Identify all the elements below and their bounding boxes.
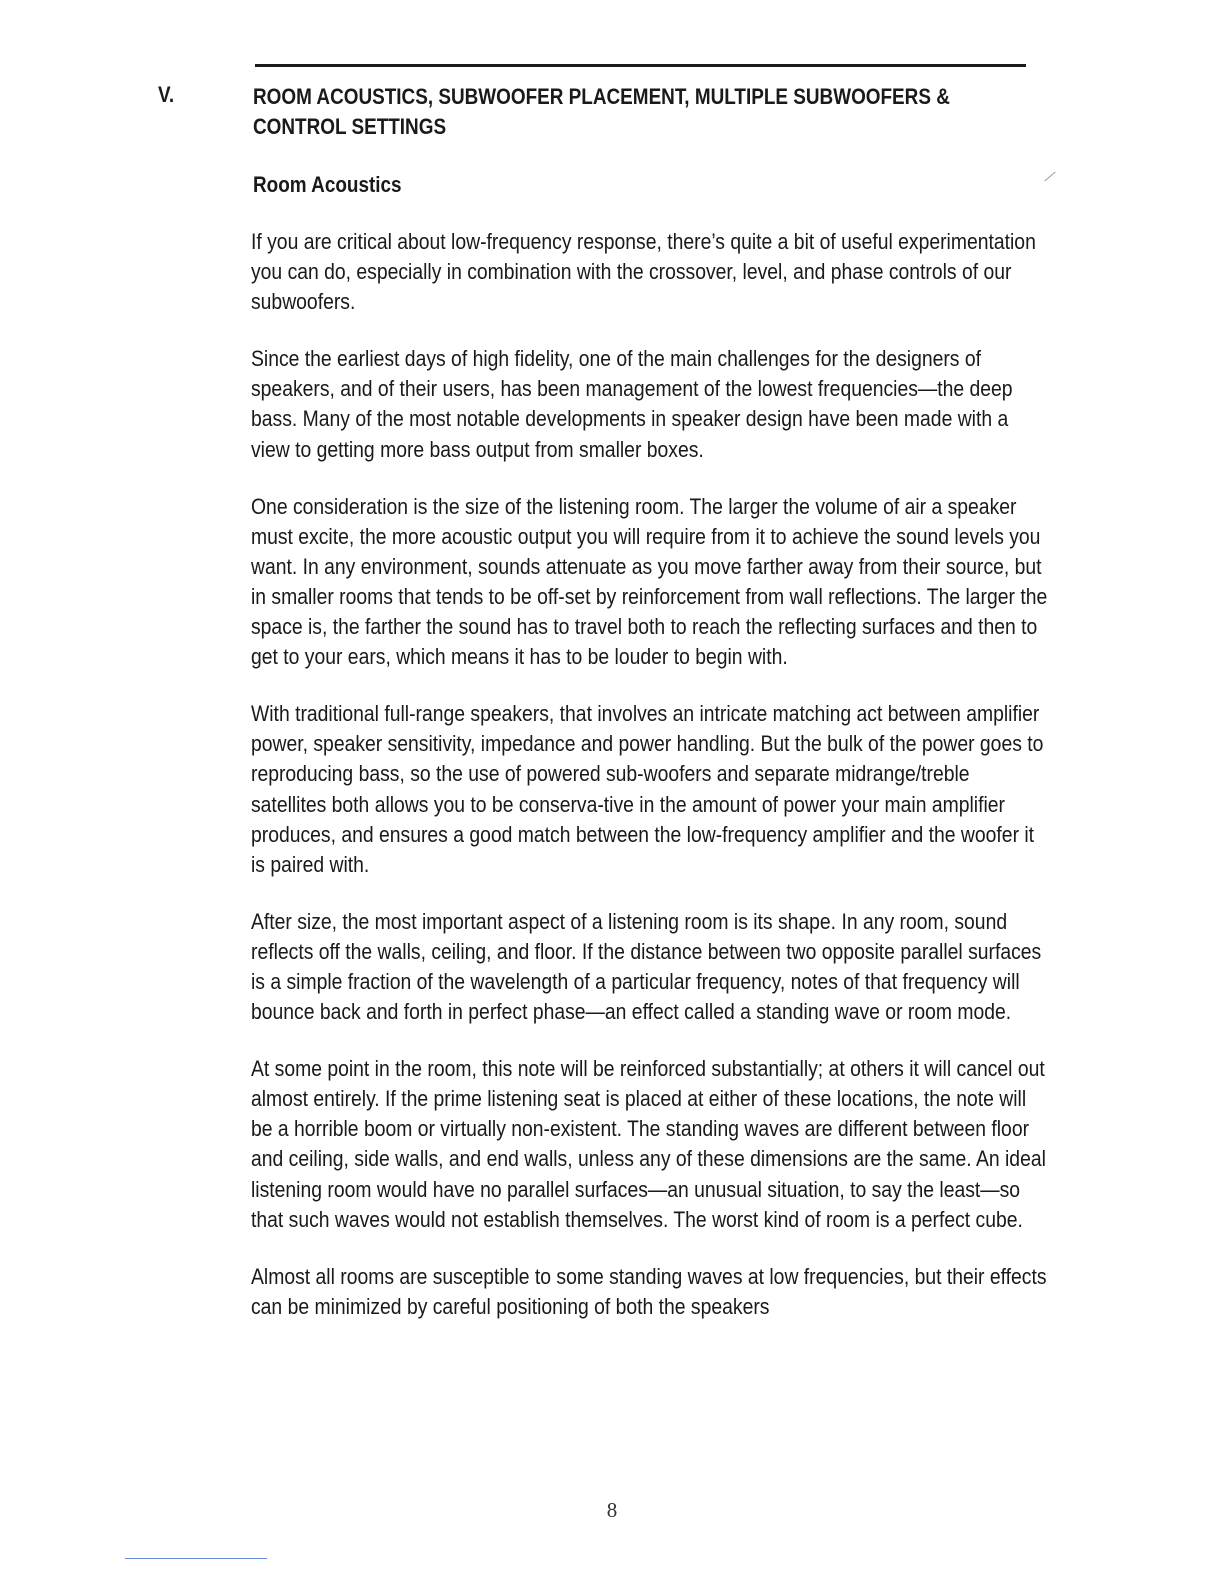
paragraph: After size, the most important aspect of a listening room is its shape. In any room, sound reflects off the walls, ceiling, and floor. If the distance between two opposite parallel surfaces is a simple fraction of the wavelength of a particular frequency, notes of that frequency will bounce back and forth in perfect phase—an effect called a standing wave or room mode.	[251, 908, 1042, 1025]
paragraph: With traditional full-range speakers, that involves an intricate matching act between amplifier power, speaker sensitivity, impedance and power handling. But the bulk of the power goes to reproducing bass, so the use of powered sub-woofers and separate midrange/treble satellites both allows you to be conserva-tive in the amount of power your main amplifier produces, and ensures a good match between the low-frequency amplifier and the woofer it is paired with.	[251, 701, 1044, 877]
paragraph: At some point in the room, this note will be reinforced substantially; at others it will cancel out almost entirely. If the prime listening seat is placed at either of these locations, the note will be a horrible boom or virtually non-existent. The standing waves are different between floor and ceiling, side walls, and end walls, unless any of these dimensions are the same. An ideal listening room would have no parallel surfaces—an unusual situation, to say the least—so that such waves would not establish themselves. The worst kind of room is a perfect cube.	[251, 1056, 1046, 1232]
section-top-rule	[255, 64, 1026, 67]
paragraph: Since the earliest days of high fidelity, one of the main challenges for the designers of speakers, and of their users, has been management of the lowest frequencies—the deep bass. Many of the most notable developments in speaker design have been made with a view to getting more bass output from smaller boxes.	[251, 346, 1013, 462]
paragraph: Almost all rooms are susceptible to some standing waves at low frequencies, but their effects can be minimized by careful positioning of both the speakers	[251, 1263, 1047, 1319]
paragraph: If you are critical about low-frequency response, there’s quite a bit of useful experimentation you can do, especially in combination with the crossover, level, and phase controls of our subwoofers.	[251, 229, 1036, 315]
page-number: 8	[606, 1498, 618, 1522]
body-text	[251, 227, 1049, 1349]
section-number: V.	[158, 82, 175, 107]
bottom-underline	[125, 1558, 267, 1559]
section-title: ROOM ACOUSTICS, SUBWOOFER PLACEMENT, MULTIPLE SUBWOOFERS & CONTROL SETTINGS	[253, 84, 950, 139]
subsection-heading: Room Acoustics	[253, 172, 402, 197]
scan-mark	[1044, 172, 1055, 182]
paragraph: One consideration is the size of the listening room. The larger the volume of air a speaker must excite, the more acoustic output you will require from it to achieve the sound levels you want. In any environment, sounds attenuate as you move farther away from their source, but in smaller rooms that tends to be off-set by reinforcement from wall reflections. The larger the space is, the farther the sound has to travel both to reach the reflecting surfaces and then to get to your ears, which means it has to be louder to begin with.	[251, 493, 1048, 670]
